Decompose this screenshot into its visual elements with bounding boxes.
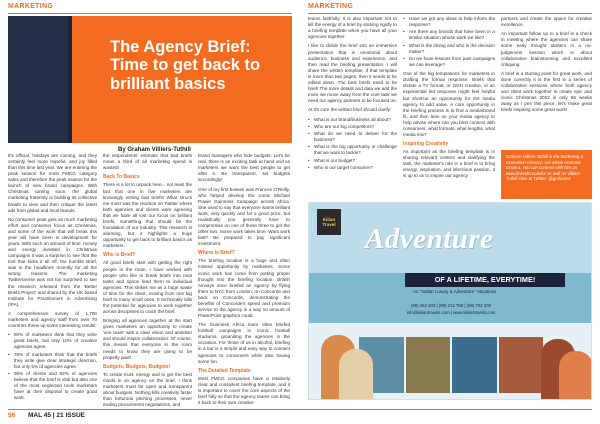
ad-photo — [406, 337, 451, 393]
list-item: • Have we got any ideas to help inform the response? — [403, 16, 495, 28]
paragraph: I like to divide the brief into an immersive presentation that is emotional about audience, business and experience, and then read the briefing presentation. I will share the written template. If that template is more than two pages, then it needs to be edited down. The best briefs need to be brief! The more details and data we add the more we move away from the core task we need our agency partners to be focused on. — [308, 43, 397, 103]
subheading: Who is Brief? — [103, 252, 136, 259]
paragraph: One of my first bosses was Frances O'Reilly, who helped develop the iconic Michael Power Guinness Campaign across Africa. She used to say that everyone wants brilliant work, very quickly and for a good price, but realistically you generally have to compromise on one of these three to get the other two. Some work takes time. Want work fast? Be prepared to pay significant investment. — [198, 186, 290, 247]
column-4 — [308, 16, 397, 196]
paragraph: Most FMCG companies have a relatively clear and consistent briefing template, and it is important to cover the core aspects of the brief fully so that the agency teams can bring it back to their own creative — [198, 375, 290, 406]
list-item: • 95% of clients and 92% of agencies believe that the brief is vital but also one of the most neglected tools marketers have at their disposal to create good work. — [8, 371, 97, 401]
ad-logo: Kilian Travel — [317, 209, 341, 235]
paragraph: The Guinness Africa team often briefed football campaigns in iconic football stadiums, grounding the agencies in the occasion. For those of us in alcohol, briefing in a bar is a simple and easy way to connect agencies to consumers while also having some fun. — [198, 322, 290, 364]
list-item: • Do we have lessons from past campaigns we can leverage? — [403, 56, 495, 68]
subheading: Where is Brief? — [198, 250, 235, 257]
paragraph: partners and create the space for creative excellence. — [501, 16, 592, 28]
column-6 — [501, 16, 592, 146]
list-item: • Are there any brands that have been in a similar situation whose work we like? — [403, 29, 495, 41]
paragraph: No consumer peak gets as much marketing effort and consumer focus as Christmas, and some of the work that will break this year will have been in development for years. With such an amount of time, money and energy invested in Christmas campaigns it was a surprise to see that the tool that kicks it all off, the humble Brief, was in the headlines recently for all the wrong reasons. The marketing Twittersverse was not too surprised to see the research released from the 'Better Briefs Project' and shared by the UK based Institute for Practitioners in Advertising (IPA). — [8, 216, 97, 307]
ad-web: info@kiliantravels.com | www.kiliantravels.com — [406, 309, 496, 315]
column-1 — [8, 153, 97, 408]
header-rule-right — [308, 13, 592, 14]
list-item: • What is the big opportunity or challenge that we want to tackle? — [308, 144, 397, 156]
subheading: Inspiring Creativity — [403, 141, 449, 148]
section-label-left: MARKETING — [8, 3, 54, 10]
list-item: • What is our budget? — [308, 158, 397, 164]
paragraph: It's official, holidays are coming, and they certainly feel more hopeful, and joy filled than this time last year. We are entering the peak season for most FMCG category sales and therefore the peak season for the launch of new brand campaigns. With Christmas coming soon, the global marketing fraternity is building its collective breath to view and then critique the latest ads from global and local brands. — [8, 153, 97, 213]
list-item: • 78% of marketers think that the briefs they write give clear strategic direction, but only 5% of agencies agree. — [8, 352, 97, 370]
bullet-list — [8, 332, 97, 401]
paragraph: The briefing location is a huge and often missed opportunity by marketers. Some iconic work has come from putting proper thought into the briefing location. British Airways once briefed an agency by flying them to NYC from London, on Concorde and back on Concorde, demonstrating the benefits of Concorde's speed and premium service to the agency in a way no amount of PowerPoint graphics could. — [198, 258, 290, 318]
column-3 — [198, 153, 290, 408]
list-item: • 80% of marketers think that they write great briefs, but only 10% of creative agencies agree. — [8, 332, 97, 350]
article-title: The Agency Brief: Time to get back to brilliant basics — [110, 38, 261, 93]
paragraph: A comprehensive survey of 1,700 marketers and agency staff from over 70 countries threw up some interesting results: — [8, 310, 97, 329]
list-item: • What do we need to deliver for the business? — [308, 131, 397, 143]
bullet-list — [308, 117, 397, 171]
ad-title: Adventure — [365, 223, 494, 255]
paragraph: brand managers who hide budgets. Let's be real, there is an exciting task at hand and as marketers we want the best people to get after it. Be transparent, set budgets accordingly! — [198, 153, 290, 183]
list-item: • Who are our big competitors? — [308, 124, 397, 130]
author-bio-text: Graham Villiers-Tuthill is the Marketing & Innovation Director, Gin Minsk Aromatic Oncera. You can connect with him on www.linkedin.com/in/ as well as Villiers-Tuthill Glen to Twitter: @grahamvt — [506, 154, 584, 182]
page-footer — [8, 409, 592, 421]
list-item: • What is our brand/business all about? — [308, 117, 397, 123]
ad-tagline: An "Indian Luxury & Adventure" Vacations — [413, 289, 497, 294]
hero-banner — [8, 16, 292, 143]
article-byline: By Graham Villiers-Tuthill — [118, 147, 191, 153]
author-bio-box — [501, 150, 592, 199]
issue-label: MAL 45 | 21 ISSUE — [28, 412, 85, 419]
paragraph: At it's core the written brief should clarify: — [308, 107, 392, 113]
ad-photo — [452, 337, 497, 393]
ad-contact — [387, 303, 515, 316]
footer-rule — [8, 409, 592, 410]
paragraph: One of the big temptations for marketers in drafting the formal response. Briefs that dictate a TV format, or OOH creative, or an experiential led response might feel helpful but shortcut an opportunity for the media agency to add value. A core opportunity in the briefing process is to find a media/brand fit, and then lean on your media agency to help advise where can you best connect with consumers, what formats, what lengths, what media mix? — [403, 71, 495, 137]
ad-subtitle: OF A LIFETIME, EVERYTIME! — [405, 273, 565, 287]
paragraph: As important as the briefing template is in sharing relevant content and clarifying the task, the marketer's role in a brief is to bring energy, inspiration, and infectious passion. It is up to us to inspire our agency — [403, 149, 495, 179]
paragraph: Bringing all agencies together at the start gives marketers an opportunity to create 'one team' with a clear vision and ambition and should inspire collaboration. Of course, this means that everyone in the room needs to know they are going to be properly paid! — [103, 318, 192, 360]
subheading: The Detailed Template — [198, 367, 251, 374]
ad-person-image — [559, 351, 592, 399]
list-item: • What is the timing and who is the decision maker? — [403, 43, 495, 55]
paragraph: teams faithfully. It is also important not to kill the energy of a brief by sticking rigidly to a briefing template when you have all your agencies together. — [308, 16, 397, 40]
hero-left-shape — [8, 16, 68, 143]
ad-photo — [499, 337, 544, 393]
list-item: • Who is our target consumer? — [308, 165, 397, 171]
column-2 — [103, 153, 192, 408]
paragraph: All good briefs start with getting the right people in the room. I have worked with people who like to break briefs into neat tasks and spoon feed them to individual agencies. This strikes me as a huge waste of time for the client, moving from one big brief to many small ones. It technically kills the potential for agencies to work together across disciplines to crack the brief. — [103, 260, 192, 314]
ad-phone: (99) 262 203 | (99) 212 750 | (99) 702 200 — [410, 303, 492, 308]
subheading: Back To Basics — [103, 174, 140, 181]
paragraph: the respondents' estimate that bad briefs mean a third of all marketing spend is wasted! — [103, 153, 192, 171]
paragraph: There is a lot to unpack here... not least the fact that one in five marketers are knowingly writing bad briefs! What struck me most was the reaction on Twitter where both agencies and clients were agreeing that we have all lost our focus on brilliant briefs, something that should be the foundation of our industry. This research is alarming, but it highlights a huge opportunity to get back to brilliant basics as marketers. — [103, 182, 192, 249]
bullet-list — [403, 16, 495, 68]
page-number: 56 — [8, 412, 16, 419]
section-label-right: MARKETING — [308, 3, 354, 10]
ad-person-image — [339, 349, 373, 399]
paragraph: A brief is a starting point for great work, and done correctly it is the first in a series of collaborative sessions where both agency and client work together to create epic and iconic Christmas 2022 is only 56 weeks away as I pen this piece, let's make great briefs inspiring some great work! — [501, 70, 592, 113]
subheading: Budgets, Budgets, Budgets! — [103, 363, 171, 370]
paragraph: To create trust, energy and to get the best minds in an agency on the brief, I think marketers must be open and transparent about budgets. Nothing kills creativity faster than torturous pitching processes, never ending procurement negotiations, and — [103, 371, 192, 408]
column-5 — [403, 16, 495, 196]
advertisement[interactable] — [308, 202, 592, 400]
ad-photo-strip — [359, 337, 543, 393]
paragraph: An important follow up to a brief is a check in meeting where the agencies can share some early thought starters in a no-judgement session which is about collaborative brainstorming and excellent critiquing. — [501, 31, 592, 67]
header-rule-left — [8, 13, 292, 14]
